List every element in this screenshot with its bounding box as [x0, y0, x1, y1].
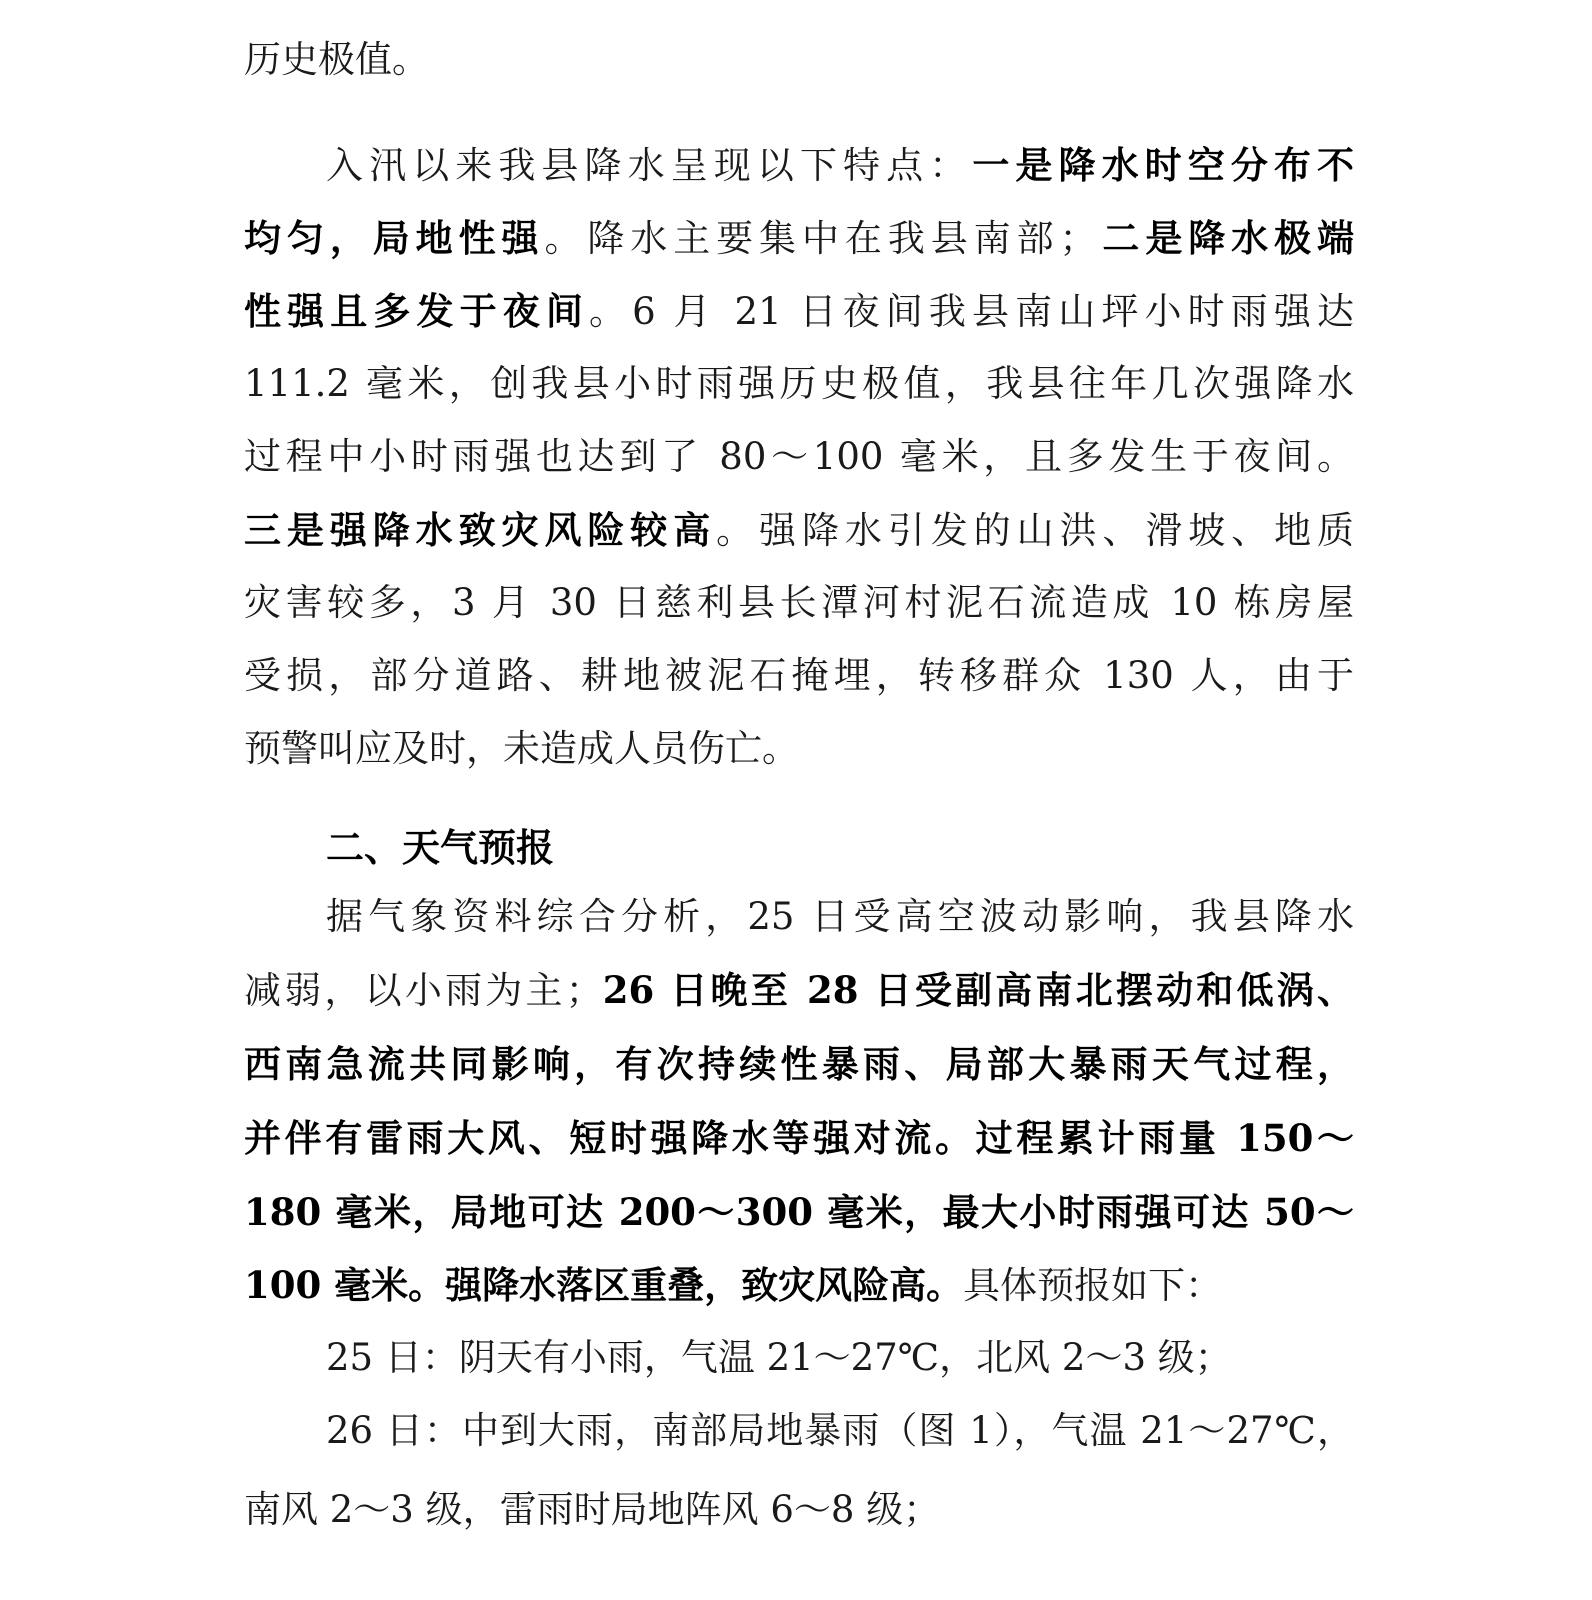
- text-line: [244, 1182, 1354, 1242]
- text-line: [244, 573, 1354, 633]
- text-line: [244, 354, 1354, 414]
- text-line: [326, 135, 1354, 195]
- text-run: 。6 月 21 日夜间我县南山坪小时雨强达: [589, 290, 1355, 333]
- bold-text-run: 性强且多发于夜间: [244, 289, 589, 333]
- text-run: 过程中小时雨强也达到了 80～100 毫米，且多发生于夜间。: [244, 435, 1354, 478]
- bold-text-run: 三是强降水致灾风险较高: [244, 508, 717, 552]
- text-line: [326, 887, 1354, 947]
- text-line: [244, 281, 1354, 341]
- text-line: [244, 500, 1354, 560]
- section-heading: 二、天气预报: [326, 826, 555, 870]
- text-line: [244, 208, 1354, 268]
- bold-text-run: 均匀，局地性强: [244, 216, 545, 260]
- text-run: 减弱，以小雨为主；: [244, 969, 603, 1012]
- text-line: [244, 427, 1354, 487]
- text-line: [244, 1255, 1354, 1315]
- text-run: 具体预报如下：: [963, 1264, 1223, 1307]
- text-line: [244, 1480, 1354, 1540]
- bold-text-run: 二是降水极端: [1096, 216, 1355, 260]
- text-run: 历史极值。: [244, 38, 429, 81]
- text-line: [244, 719, 1354, 779]
- bold-text-run: 并伴有雷雨大风、短时强降水等强对流。过程累计雨量 150～: [244, 1116, 1354, 1160]
- text-run: 111.2 毫米，创我县小时雨强历史极值，我县往年几次强降水: [244, 362, 1354, 405]
- text-line: [244, 1034, 1354, 1094]
- text-run: 入汛以来我县降水呈现以下特点：: [326, 144, 973, 187]
- text-run: 南风 2～3 级，雷雨时局地阵风 6～8 级；: [244, 1488, 941, 1531]
- text-run: 。强降水引发的山洪、滑坡、地质: [716, 509, 1355, 552]
- bold-text-run: 100 毫米。强降水落区重叠，致灾风险高。: [244, 1263, 964, 1307]
- bold-text-run: 一是降水时空分布不: [972, 143, 1355, 187]
- text-run: 受损，部分道路、耕地被泥石掩埋，转移群众 130 人，由于: [244, 654, 1354, 697]
- text-run: 。降水主要集中在我县南部；: [544, 217, 1097, 260]
- bold-text-run: 西南急流共同影响，有次持续性暴雨、局部大暴雨天气过程，: [244, 1042, 1354, 1086]
- forecast-day-25: [326, 1328, 1354, 1388]
- text-run: 灾害较多，3 月 30 日慈利县长潭河村泥石流造成 10 栋房屋: [244, 581, 1354, 624]
- bold-text-run: 26 日晚至 28 日受副高南北摆动和低涡、: [602, 968, 1355, 1012]
- text-line: [244, 646, 1354, 706]
- text-line: [244, 1108, 1354, 1168]
- text-run: 26 日：中到大雨，南部局地暴雨（图 1），气温 21～27℃，: [326, 1409, 1354, 1452]
- text-run: 25 日：阴天有小雨，气温 21～27℃，北风 2～3 级；: [326, 1336, 1232, 1379]
- text-line: [244, 960, 1354, 1020]
- text-line: [244, 30, 1354, 90]
- text-run: 据气象资料综合分析，25 日受高空波动影响，我县降水: [326, 895, 1354, 938]
- bold-text-run: 180 毫米，局地可达 200～300 毫米，最大小时雨强可达 50～: [244, 1190, 1354, 1234]
- text-run: 预警叫应及时，未造成人员伤亡。: [244, 727, 799, 770]
- forecast-day-26: [326, 1401, 1354, 1461]
